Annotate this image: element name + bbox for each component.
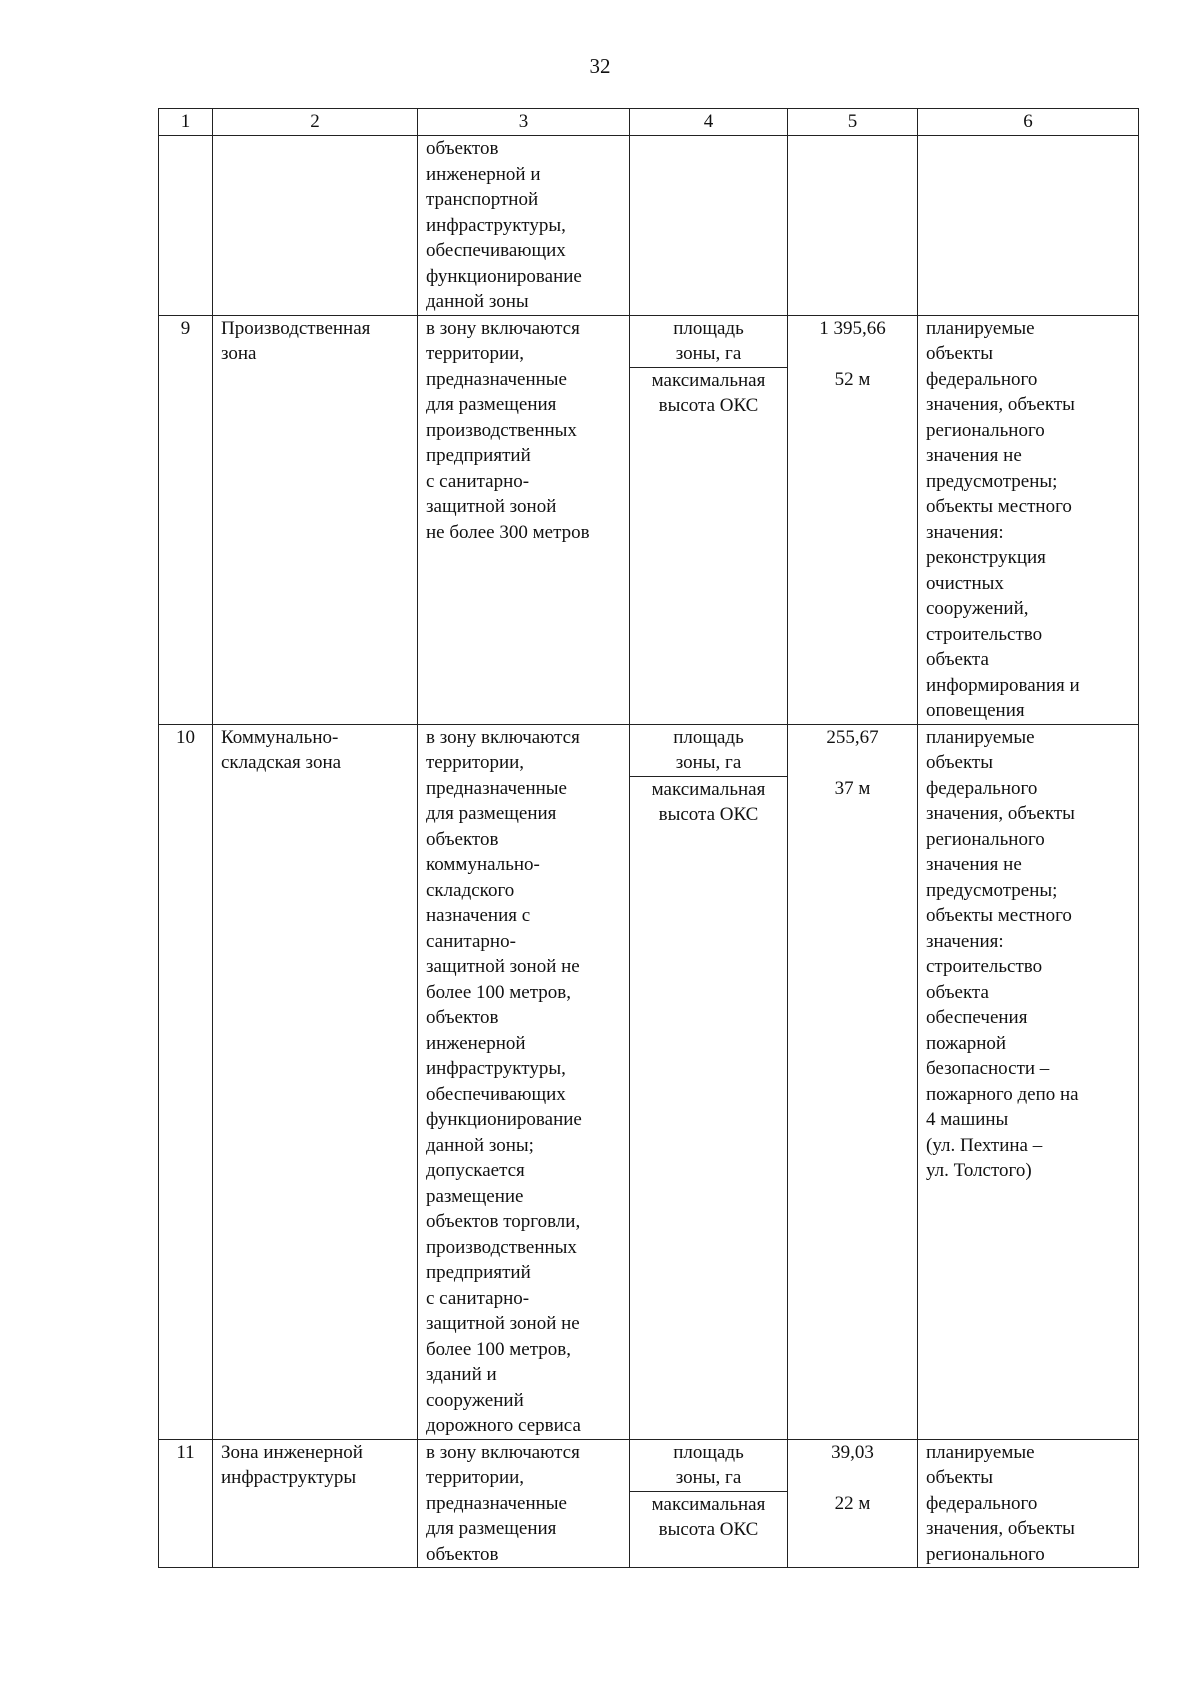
header-col-5: 5 <box>788 109 918 136</box>
page-number-text: 32 <box>589 54 611 78</box>
cell-num <box>159 136 213 316</box>
table-row <box>159 315 1139 724</box>
cell-params <box>630 1439 788 1568</box>
cell-description: в зону включаются территории, предназначенные для размещения производственных предприятий с санитарно- защитной зоной не более 300 метров <box>418 315 630 724</box>
cell-num: 10 <box>159 724 213 1439</box>
cell-zone <box>213 136 418 316</box>
table-row <box>159 724 1139 1439</box>
cell-zone: Коммунально- складская зона <box>213 724 418 1439</box>
cell-objects <box>918 136 1139 316</box>
value-area: 1 395,66 <box>819 317 886 339</box>
cell-params <box>630 136 788 316</box>
cell-params <box>630 724 788 1439</box>
header-col-4: 4 <box>630 109 788 136</box>
value-area: 39,03 <box>831 1441 874 1463</box>
value-height: 37 м <box>834 778 871 799</box>
cell-description: объектов инженерной и транспортной инфраструктуры, обеспечивающих функционирование данной зоны <box>418 136 630 316</box>
param-height: максимальная высота ОКС <box>651 369 766 416</box>
cell-values <box>788 315 918 724</box>
value-area: 255,67 <box>826 726 879 748</box>
value-height: 22 м <box>834 1493 871 1514</box>
cell-objects: планируемые объекты федерального значения, объекты регионального значения не предусмотрены; объекты местного значения: реконструкция очистных сооружений, строительство объекта информирования и оповещения <box>918 315 1139 724</box>
cell-values <box>788 1439 918 1568</box>
param-area: площадь зоны, га <box>630 1440 787 1492</box>
cell-params <box>630 315 788 724</box>
header-col-1: 1 <box>159 109 213 136</box>
cell-objects: планируемые объекты федерального значения, объекты регионального значения не предусмотрены; объекты местного значения: строительство объекта обеспечения пожарной безопасности – пожарного депо на 4 машины (ул. Пехтина – ул. Толстого) <box>918 724 1139 1439</box>
page-number <box>0 54 1200 79</box>
cell-objects: планируемые объекты федерального значения, объекты регионального <box>918 1439 1139 1568</box>
cell-zone: Производственная зона <box>213 315 418 724</box>
cell-values <box>788 724 918 1439</box>
param-area: площадь зоны, га <box>630 316 787 368</box>
header-col-6: 6 <box>918 109 1139 136</box>
param-height: максимальная высота ОКС <box>651 778 766 825</box>
param-area: площадь зоны, га <box>630 725 787 777</box>
cell-num: 9 <box>159 315 213 724</box>
table-row-continuation <box>159 136 1139 316</box>
cell-num: 11 <box>159 1439 213 1568</box>
header-col-2: 2 <box>213 109 418 136</box>
cell-description: в зону включаются территории, предназначенные для размещения объектов <box>418 1439 630 1568</box>
cell-description: в зону включаются территории, предназначенные для размещения объектов коммунально- складского назначения с санитарно- защитной зоной не более 100 метров, объектов инженерной инфраструктуры, обеспечивающих функционирование данной зоны; допускается размещение объектов торговли, производственных предприятий с санитарно- защитной зоной не более 100 метров, зданий и сооружений дорожного сервиса <box>418 724 630 1439</box>
header-col-3: 3 <box>418 109 630 136</box>
cell-values <box>788 136 918 316</box>
cell-zone: Зона инженерной инфраструктуры <box>213 1439 418 1568</box>
table-row <box>159 1439 1139 1568</box>
param-height: максимальная высота ОКС <box>651 1493 766 1540</box>
table-header-row <box>159 109 1139 136</box>
zones-table <box>158 108 1139 1568</box>
value-height: 52 м <box>834 369 871 390</box>
